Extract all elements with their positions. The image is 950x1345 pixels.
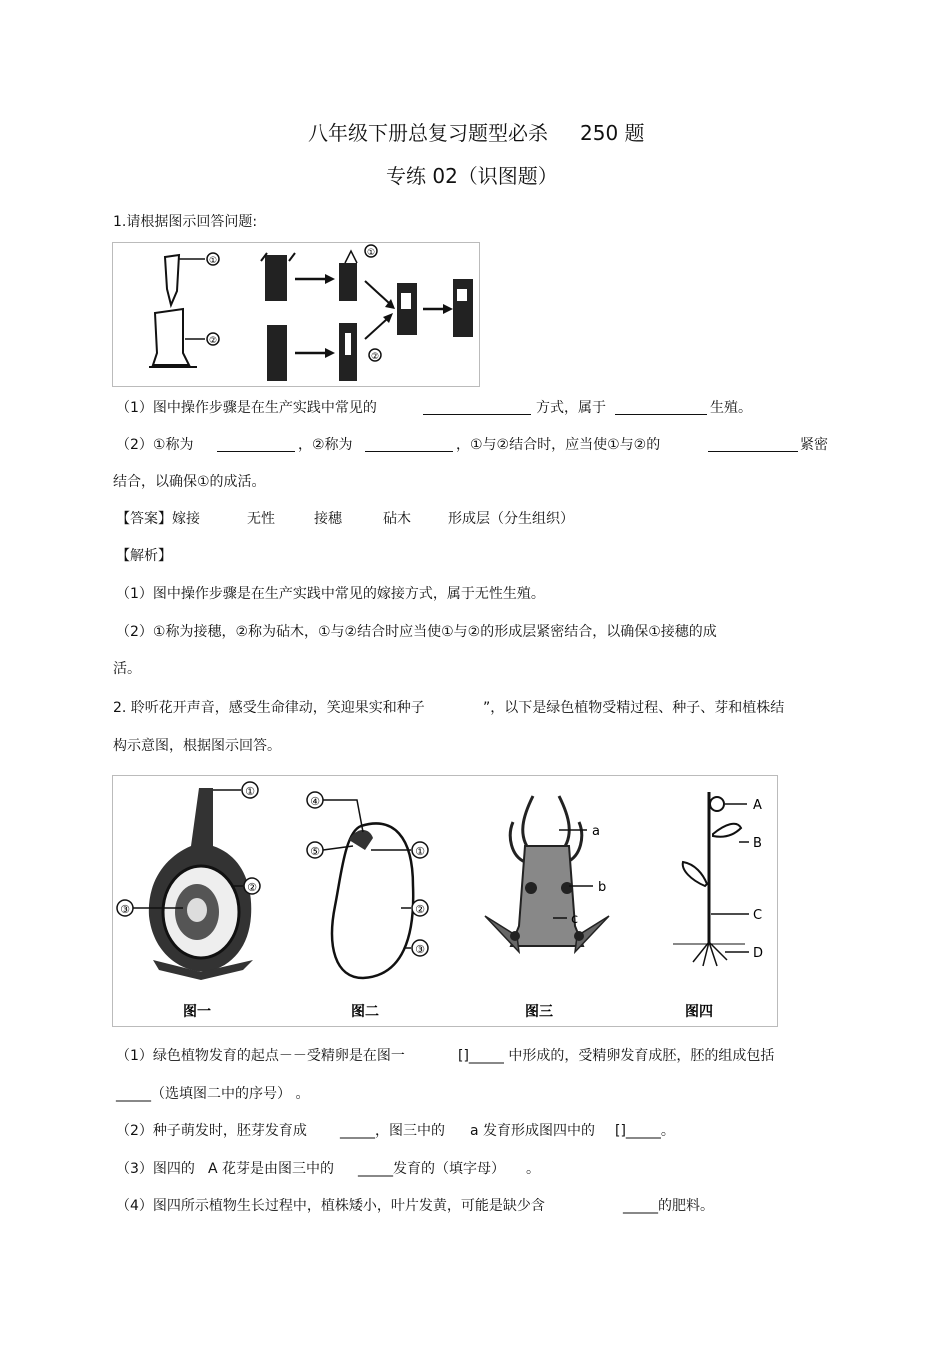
fig1-marker-2: ②	[247, 881, 257, 894]
q1-sub1-text-a: （1）图中操作步骤是在生产实践中常见的	[116, 400, 377, 416]
q2-sub2-text-a: （2）种子萌发时，胚芽发育成	[116, 1123, 307, 1139]
q2-sub4-text-a: （4）图四所示植物生长过程中，植株矮小，叶片发黄，可能是缺少含	[116, 1198, 545, 1214]
page-subtitle: 专练 02（识图题）	[386, 164, 558, 188]
fig4-marker-C: C	[753, 908, 763, 923]
fig1-marker-1: ①	[245, 785, 255, 798]
q2-sub1-text-b: []_____ 中形成的，受精卵发育成胚，胚的组成包括	[458, 1048, 775, 1064]
fig2-marker-1: ①	[415, 845, 425, 858]
q1-answer-label: 【答案】	[116, 511, 172, 527]
fig2-marker-5: ⑤	[310, 845, 320, 858]
q1-analysis-label: 【解析】	[116, 548, 172, 564]
q1-answer-1: 嫁接	[172, 511, 200, 527]
fig2-marker-2: ②	[415, 903, 425, 916]
marker-2: ②	[208, 336, 218, 346]
q1-answer-2: 无性	[247, 511, 275, 527]
q1-stem: 1.请根据图示回答问题:	[113, 214, 258, 230]
q2-stem-b: ”，以下是绿色植物受精过程、种子、芽和植株结	[483, 700, 785, 716]
q1-analysis-2-cont: 活。	[113, 661, 141, 677]
q1-sub2-continuation: 结合，以确保①的成活。	[113, 474, 266, 490]
page-title: 八年级下册总复习题型必杀	[308, 121, 548, 145]
q2-sub2-text-d: []_____。	[615, 1123, 675, 1139]
q1-sub2-text-a: （2）①称为	[116, 437, 194, 453]
q1-answer-3: 接穗	[314, 511, 342, 527]
q1-analysis-1: （1）图中操作步骤是在生产实践中常见的嫁接方式，属于无性生殖。	[116, 586, 545, 602]
q1-sub1-text-b: 方式，属于	[536, 400, 606, 416]
q2-sub3-text-c: _____发育的（填字母）	[358, 1161, 505, 1177]
q1-sub2-blank-3	[708, 437, 798, 452]
fig4-marker-B: B	[753, 836, 762, 851]
q1-sub2-text-b: ，②称为	[298, 437, 353, 453]
q2-stem-a: 2. 聆听花开声音，感受生命律动，笑迎果实和种子	[113, 700, 425, 716]
fig4-caption: 图四	[685, 1004, 713, 1020]
fig3-marker-a: a	[592, 824, 600, 839]
grafting-illustration	[113, 243, 479, 386]
marker-1-top: ①	[366, 248, 376, 258]
q2-sub3-text-d: 。	[526, 1161, 540, 1177]
fig3-caption: 图三	[525, 1004, 553, 1020]
q1-grafting-figure	[112, 242, 480, 387]
q1-sub2-blank-2	[365, 437, 453, 452]
page-title-number: 250 题	[580, 121, 645, 145]
q2-sub4-text-b: _____的肥料。	[623, 1198, 714, 1214]
fig1-caption: 图一	[183, 1004, 211, 1020]
q2-plant-figure	[112, 775, 778, 1027]
q2-sub2-text-b: _____，图三中的	[340, 1123, 445, 1139]
q1-sub2-text-d: 紧密	[800, 437, 828, 453]
fig2-caption: 图二	[351, 1004, 379, 1020]
q2-sub3-text-a: （3）图四的	[116, 1161, 195, 1177]
q1-sub1-text-c: 生殖。	[710, 400, 752, 416]
fig3-marker-b: b	[598, 880, 607, 895]
fig2-marker-3: ③	[415, 943, 425, 956]
q2-stem-cont: 构示意图，根据图示回答。	[113, 738, 281, 754]
fig1-marker-3: ③	[120, 903, 130, 916]
q2-sub1-text-a: （1）绿色植物发育的起点－－受精卵是在图一	[116, 1048, 405, 1064]
q1-sub2-text-c: ，①与②结合时，应当使①与②的	[456, 437, 661, 453]
q2-sub1-continuation: _____（选填图二中的序号） 。	[116, 1086, 310, 1102]
fig4-marker-D: D	[753, 946, 764, 961]
q1-sub2-blank-1	[217, 437, 295, 452]
plant-structures-illustration	[113, 776, 777, 1026]
fig3-marker-c: c	[571, 912, 579, 927]
q1-sub1-blank-1	[423, 400, 531, 415]
q2-sub3-text-b: A 花芽是由图三中的	[208, 1161, 335, 1177]
q1-analysis-2: （2）①称为接穗，②称为砧木，①与②结合时应当使①与②的形成层紧密结合，以确保①接穗的成	[116, 624, 717, 640]
marker-2-bottom: ②	[370, 352, 380, 362]
q2-sub2-text-c: a 发育形成图四中的	[470, 1123, 596, 1139]
marker-1: ①	[208, 256, 218, 266]
fig4-marker-A: A	[753, 798, 762, 813]
q1-sub1-blank-2	[615, 400, 707, 415]
q1-answer-4: 砧木	[383, 511, 411, 527]
q1-answer-5: 形成层（分生组织）	[448, 511, 574, 527]
fig2-marker-4: ④	[310, 795, 320, 808]
